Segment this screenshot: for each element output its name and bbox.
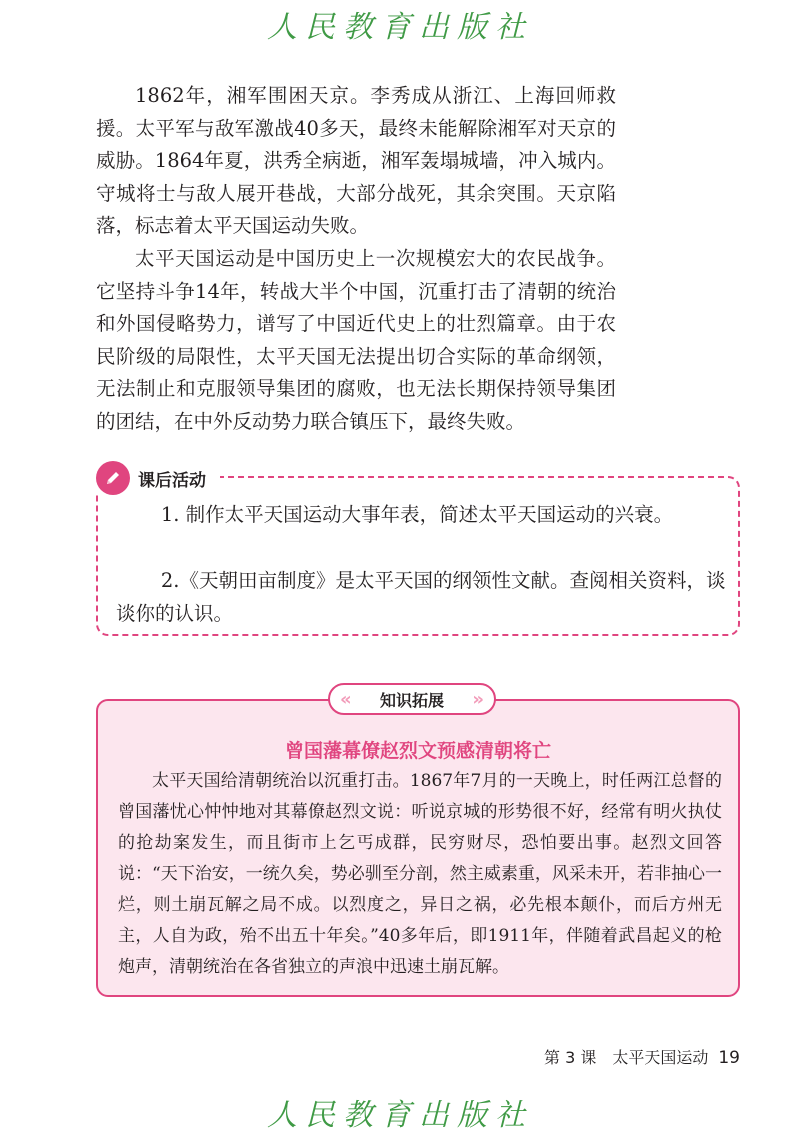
main-text: [96, 80, 616, 439]
page-footer: [544, 1045, 740, 1068]
page-number: 19: [718, 1048, 740, 1068]
activity-item: 2.《天朝田亩制度》是太平天国的纲领性文献。查阅相关资料，谈谈你的认识。: [116, 569, 726, 625]
pencil-icon: [96, 461, 130, 495]
paragraph: 太平天国运动是中国历史上一次规模宏大的农民战争。它坚持斗争14年，转战大半个中国，沉重打击了清朝的统治和外国侵略势力，谱写了中国近代史上的壮烈篇章。由于农民阶级的局限性，太平天国无法提出切合实际的革命纲领，无法制止和克服领导集团的腐败，也无法长期保持领导集团的团结，在中外反动势力联合镇压下，最终失败。: [96, 246, 616, 433]
extension-heading: 曾国藩幕僚赵烈文预感清朝将亡: [284, 740, 551, 762]
publisher-logo-top: 人民教育出版社: [267, 10, 533, 45]
extension-tab-label: 知识拓展: [379, 690, 444, 710]
after-class-activity-box: [96, 476, 740, 636]
double-chevron-right-icon: »: [472, 688, 484, 710]
extension-text: 太平天国给清朝统治以沉重打击。1867年7月的一天晚上，时任两江总督的曾国藩忧心忡忡地对其幕僚赵烈文说：听说京城的形势很不好，经常有明火执仗的抢劫案发生，而且街市上乞丐成群，民穷财尽，恐怕要出事。赵烈文回答说：“天下治安，一统久矣，势必驯至分剖，然主威素重，风采未开，若非抽心一烂，则土崩瓦解之局不成。以烈度之，异日之祸，必先根本颠仆，而后方州无主，人自为政，殆不出五十年矣。”40多年后，即1911年，伴随着武昌起义的枪炮声，清朝统治在各省独立的声浪中迅速土崩瓦解。: [118, 771, 722, 977]
activity-title: 课后活动: [138, 470, 206, 491]
publisher-logo-bottom: 人民教育出版社: [267, 1098, 533, 1133]
double-chevron-left-icon: «: [340, 688, 352, 710]
lesson-title: 第 3 课 太平天国运动: [544, 1048, 709, 1067]
activity-item: 1. 制作太平天国运动大事年表，简述太平天国运动的兴衰。: [160, 503, 674, 526]
knowledge-extension-tab: [328, 683, 496, 715]
paragraph: 1862年，湘军围困天京。李秀成从浙江、上海回师救援。太平军与敌军激战40多天，最终未能解除湘军对天京的威胁。1864年夏，洪秀全病逝，湘军轰塌城墙，冲入城内。守城将士与敌人展开巷战，大部分战死，其余突围。天京陷落，标志着太平天国运动失败。: [96, 84, 616, 238]
activity-header: [96, 461, 220, 495]
